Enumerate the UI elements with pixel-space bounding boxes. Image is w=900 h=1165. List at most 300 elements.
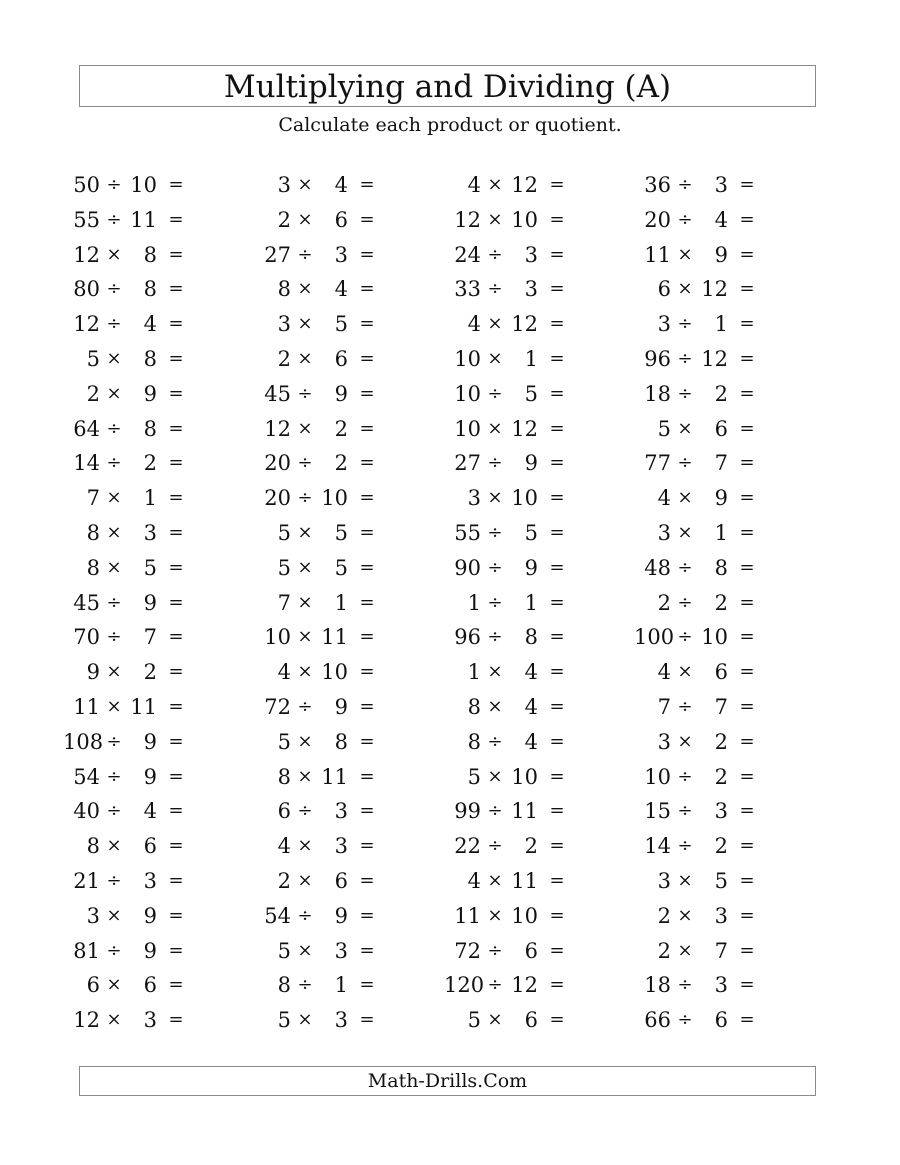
- operand-b: 3: [524, 242, 538, 267]
- operator: ×: [297, 313, 313, 335]
- equals-sign: =: [739, 1009, 755, 1031]
- equals-sign: =: [549, 174, 565, 195]
- operator: ÷: [487, 800, 503, 822]
- operand-a: 10: [454, 381, 481, 406]
- operator: ÷: [106, 174, 122, 195]
- operand-b: 10: [511, 486, 538, 511]
- equals-sign: =: [359, 869, 375, 891]
- problem-row: [254, 342, 444, 377]
- operand-a: 3: [657, 520, 671, 545]
- operator: ×: [106, 974, 122, 996]
- operand-a: 99: [454, 799, 481, 824]
- operand-a: 66: [644, 1008, 671, 1033]
- problem-row: [634, 272, 824, 307]
- problem-row: [63, 238, 253, 273]
- problem-row: [634, 1003, 824, 1038]
- problem-row: [254, 794, 444, 829]
- operator: ÷: [487, 626, 503, 648]
- equals-sign: =: [739, 730, 755, 752]
- operator: ×: [297, 1009, 313, 1031]
- equals-sign: =: [549, 626, 565, 648]
- operator: ×: [677, 869, 693, 891]
- problem-row: [444, 899, 634, 934]
- problem-row: [63, 516, 253, 551]
- operator: ×: [297, 835, 313, 857]
- operator: ×: [487, 695, 503, 717]
- operand-b: 6: [334, 207, 348, 232]
- problem-row: [634, 168, 824, 203]
- problem-row: [63, 342, 253, 377]
- equals-sign: =: [739, 243, 755, 265]
- operand-b: 2: [524, 834, 538, 859]
- operator: ×: [487, 1009, 503, 1031]
- operand-a: 80: [73, 277, 100, 302]
- equals-sign: =: [359, 208, 375, 230]
- operand-b: 3: [714, 903, 728, 928]
- problem-row: [634, 342, 824, 377]
- equals-sign: =: [739, 382, 755, 404]
- operand-a: 70: [73, 625, 100, 650]
- equals-sign: =: [739, 347, 755, 369]
- operand-b: 1: [143, 486, 157, 511]
- problem-row: [634, 725, 824, 760]
- operand-a: 20: [644, 207, 671, 232]
- operator: ×: [487, 208, 503, 230]
- operand-a: 120: [444, 973, 485, 998]
- equals-sign: =: [168, 556, 184, 578]
- problem-row: [634, 238, 824, 273]
- operand-b: 7: [714, 451, 728, 476]
- operator: ×: [677, 661, 693, 683]
- problem-row: [254, 272, 444, 307]
- equals-sign: =: [168, 869, 184, 891]
- problem-row: [444, 934, 634, 969]
- problem-row: [63, 829, 253, 864]
- operator: ×: [487, 765, 503, 787]
- operator: ÷: [677, 591, 693, 613]
- equals-sign: =: [739, 835, 755, 857]
- operator: ÷: [106, 626, 122, 648]
- problem-row: [63, 446, 253, 481]
- problem-row: [63, 307, 253, 342]
- operand-b: 10: [511, 207, 538, 232]
- operand-b: 12: [511, 973, 538, 998]
- operand-b: 9: [334, 381, 348, 406]
- problem-row: [444, 829, 634, 864]
- equals-sign: =: [739, 904, 755, 926]
- equals-sign: =: [739, 800, 755, 822]
- operator: ÷: [677, 174, 693, 195]
- equals-sign: =: [359, 174, 375, 195]
- equals-sign: =: [168, 174, 184, 195]
- operator: ×: [106, 661, 122, 683]
- operand-a: 1: [467, 660, 481, 685]
- operand-a: 20: [264, 486, 291, 511]
- operand-a: 55: [454, 520, 481, 545]
- operator: ÷: [297, 487, 313, 509]
- equals-sign: =: [549, 1009, 565, 1031]
- operator: ÷: [677, 452, 693, 474]
- operand-a: 5: [277, 555, 291, 580]
- operand-a: 11: [644, 242, 671, 267]
- operand-a: 4: [467, 312, 481, 337]
- operator: ×: [106, 521, 122, 543]
- operand-b: 9: [143, 729, 157, 754]
- equals-sign: =: [359, 487, 375, 509]
- problem-row: [63, 725, 253, 760]
- equals-sign: =: [549, 591, 565, 613]
- operator: ÷: [487, 382, 503, 404]
- problem-row: [63, 203, 253, 238]
- operand-a: 2: [277, 868, 291, 893]
- problem-row: [444, 238, 634, 273]
- equals-sign: =: [359, 661, 375, 683]
- operator: ÷: [677, 382, 693, 404]
- operand-b: 10: [321, 660, 348, 685]
- operand-b: 6: [334, 868, 348, 893]
- equals-sign: =: [168, 313, 184, 335]
- operator: ÷: [487, 939, 503, 961]
- operand-a: 20: [264, 451, 291, 476]
- operand-b: 12: [511, 416, 538, 441]
- operator: ÷: [106, 313, 122, 335]
- problem-row: [63, 690, 253, 725]
- operand-a: 5: [86, 346, 100, 371]
- equals-sign: =: [549, 521, 565, 543]
- problem-row: [254, 446, 444, 481]
- operator: ×: [487, 487, 503, 509]
- operand-a: 9: [86, 660, 100, 685]
- operator: ×: [677, 521, 693, 543]
- problem-row: [444, 794, 634, 829]
- operator: ×: [106, 243, 122, 265]
- operand-a: 1: [467, 590, 481, 615]
- operand-a: 8: [86, 555, 100, 580]
- operand-a: 2: [277, 346, 291, 371]
- equals-sign: =: [359, 417, 375, 439]
- operand-b: 7: [714, 938, 728, 963]
- operand-b: 11: [321, 764, 348, 789]
- operator: ÷: [106, 869, 122, 891]
- equals-sign: =: [168, 521, 184, 543]
- operator: ÷: [297, 800, 313, 822]
- equals-sign: =: [359, 626, 375, 648]
- equals-sign: =: [359, 765, 375, 787]
- problem-row: [254, 968, 444, 1003]
- operator: ×: [106, 382, 122, 404]
- operator: ÷: [106, 591, 122, 613]
- operator: ÷: [487, 591, 503, 613]
- operand-a: 12: [454, 207, 481, 232]
- operand-b: 2: [334, 451, 348, 476]
- equals-sign: =: [549, 765, 565, 787]
- equals-sign: =: [168, 347, 184, 369]
- equals-sign: =: [168, 208, 184, 230]
- operand-b: 6: [334, 346, 348, 371]
- operand-a: 14: [644, 834, 671, 859]
- problem-row: [63, 968, 253, 1003]
- operand-b: 2: [714, 381, 728, 406]
- problem-row: [63, 551, 253, 586]
- problem-row: [634, 934, 824, 969]
- operand-a: 27: [264, 242, 291, 267]
- problem-row: [254, 377, 444, 412]
- operand-a: 5: [467, 1008, 481, 1033]
- operator: ×: [297, 278, 313, 300]
- operand-b: 9: [143, 938, 157, 963]
- operand-a: 8: [86, 520, 100, 545]
- operator: ÷: [106, 417, 122, 439]
- operator: ÷: [106, 800, 122, 822]
- operand-b: 4: [524, 660, 538, 685]
- footer-box: [79, 1066, 816, 1096]
- operand-b: 11: [511, 799, 538, 824]
- operand-b: 3: [714, 973, 728, 998]
- operand-b: 4: [524, 694, 538, 719]
- problem-row: [634, 690, 824, 725]
- equals-sign: =: [168, 487, 184, 509]
- operand-b: 5: [334, 520, 348, 545]
- operand-a: 12: [264, 416, 291, 441]
- problem-row: [63, 412, 253, 447]
- problem-row: [444, 342, 634, 377]
- problem-row: [254, 586, 444, 621]
- operand-b: 3: [143, 868, 157, 893]
- operand-a: 2: [277, 207, 291, 232]
- problem-row: [254, 238, 444, 273]
- operand-b: 3: [334, 242, 348, 267]
- operand-a: 3: [657, 868, 671, 893]
- problem-row: [254, 168, 444, 203]
- equals-sign: =: [739, 591, 755, 613]
- problem-row: [254, 551, 444, 586]
- operand-b: 6: [714, 1008, 728, 1033]
- operand-b: 8: [143, 346, 157, 371]
- equals-sign: =: [168, 452, 184, 474]
- operator: ÷: [487, 835, 503, 857]
- operand-a: 45: [73, 590, 100, 615]
- operator: ×: [106, 556, 122, 578]
- operand-a: 55: [73, 207, 100, 232]
- operator: ÷: [677, 1009, 693, 1031]
- operand-b: 6: [524, 938, 538, 963]
- operator: ÷: [487, 556, 503, 578]
- operand-a: 2: [657, 938, 671, 963]
- equals-sign: =: [549, 278, 565, 300]
- operand-a: 4: [277, 834, 291, 859]
- operand-b: 4: [334, 277, 348, 302]
- instructions: Calculate each product or quotient.: [278, 114, 622, 136]
- operand-a: 33: [454, 277, 481, 302]
- problem-row: [444, 412, 634, 447]
- operand-b: 9: [143, 764, 157, 789]
- operand-b: 4: [714, 207, 728, 232]
- operand-b: 2: [714, 729, 728, 754]
- operator: ×: [677, 730, 693, 752]
- equals-sign: =: [168, 765, 184, 787]
- operator: ÷: [297, 243, 313, 265]
- operand-a: 96: [644, 346, 671, 371]
- operand-b: 3: [143, 1008, 157, 1033]
- operand-a: 108: [63, 729, 104, 754]
- operator: ÷: [677, 208, 693, 230]
- operator: ÷: [106, 939, 122, 961]
- operator: ×: [297, 347, 313, 369]
- problem-row: [634, 968, 824, 1003]
- equals-sign: =: [359, 800, 375, 822]
- operator: ×: [297, 730, 313, 752]
- problem-row: [444, 377, 634, 412]
- operand-a: 12: [73, 312, 100, 337]
- operand-a: 50: [73, 173, 100, 197]
- operand-b: 6: [714, 416, 728, 441]
- operand-a: 3: [657, 729, 671, 754]
- problem-row: [444, 203, 634, 238]
- operator: ÷: [487, 730, 503, 752]
- operand-a: 5: [657, 416, 671, 441]
- operator: ÷: [677, 626, 693, 648]
- operand-a: 11: [73, 694, 100, 719]
- problem-row: [634, 516, 824, 551]
- operand-b: 10: [701, 625, 728, 650]
- operand-a: 8: [86, 834, 100, 859]
- operand-a: 36: [644, 173, 671, 197]
- operand-b: 2: [714, 834, 728, 859]
- operator: ×: [297, 765, 313, 787]
- operand-b: 2: [714, 764, 728, 789]
- problem-row: [444, 620, 634, 655]
- operator: ÷: [677, 347, 693, 369]
- equals-sign: =: [168, 1009, 184, 1031]
- problem-row: [254, 412, 444, 447]
- operand-b: 7: [143, 625, 157, 650]
- operand-b: 1: [714, 520, 728, 545]
- equals-sign: =: [168, 695, 184, 717]
- problem-row: [634, 307, 824, 342]
- operand-a: 40: [73, 799, 100, 824]
- operand-b: 1: [334, 590, 348, 615]
- operand-b: 4: [334, 173, 348, 197]
- operand-a: 5: [277, 729, 291, 754]
- equals-sign: =: [359, 452, 375, 474]
- problem-row: [444, 516, 634, 551]
- equals-sign: =: [739, 417, 755, 439]
- operator: ×: [487, 904, 503, 926]
- problem-row: [634, 620, 824, 655]
- equals-sign: =: [168, 974, 184, 996]
- operator: ÷: [297, 904, 313, 926]
- equals-sign: =: [168, 939, 184, 961]
- operand-b: 8: [143, 242, 157, 267]
- operator: ×: [297, 174, 313, 195]
- equals-sign: =: [739, 313, 755, 335]
- problem-row: [444, 586, 634, 621]
- operand-a: 72: [264, 694, 291, 719]
- operand-a: 48: [644, 555, 671, 580]
- operand-a: 96: [454, 625, 481, 650]
- operator: ÷: [297, 695, 313, 717]
- equals-sign: =: [549, 939, 565, 961]
- equals-sign: =: [739, 556, 755, 578]
- operand-b: 3: [143, 520, 157, 545]
- operand-a: 11: [454, 903, 481, 928]
- equals-sign: =: [359, 591, 375, 613]
- problem-row: [444, 307, 634, 342]
- operand-b: 10: [130, 173, 157, 197]
- operand-b: 2: [714, 590, 728, 615]
- equals-sign: =: [359, 313, 375, 335]
- operator: ×: [297, 626, 313, 648]
- problem-row: [444, 864, 634, 899]
- operand-b: 9: [334, 903, 348, 928]
- equals-sign: =: [739, 974, 755, 996]
- problem-row: [63, 1003, 253, 1038]
- equals-sign: =: [549, 243, 565, 265]
- operator: ÷: [677, 695, 693, 717]
- problem-row: [254, 760, 444, 795]
- operator: ×: [297, 661, 313, 683]
- operand-a: 2: [86, 381, 100, 406]
- operator: ×: [487, 313, 503, 335]
- operand-b: 8: [524, 625, 538, 650]
- operand-a: 4: [277, 660, 291, 685]
- operator: ÷: [487, 974, 503, 996]
- equals-sign: =: [168, 278, 184, 300]
- operand-a: 10: [454, 346, 481, 371]
- operand-b: 8: [334, 729, 348, 754]
- operator: ÷: [106, 730, 122, 752]
- operand-a: 72: [454, 938, 481, 963]
- equals-sign: =: [168, 382, 184, 404]
- operand-b: 5: [524, 520, 538, 545]
- problem-row: [634, 377, 824, 412]
- equals-sign: =: [549, 730, 565, 752]
- problem-row: [634, 551, 824, 586]
- equals-sign: =: [359, 974, 375, 996]
- problem-row: [254, 1003, 444, 1038]
- equals-sign: =: [359, 939, 375, 961]
- equals-sign: =: [739, 661, 755, 683]
- operand-b: 2: [143, 660, 157, 685]
- operand-b: 3: [524, 277, 538, 302]
- equals-sign: =: [549, 695, 565, 717]
- operator: ÷: [677, 974, 693, 996]
- problem-row: [444, 760, 634, 795]
- problem-row: [254, 481, 444, 516]
- operator: ×: [487, 417, 503, 439]
- operator: ×: [297, 869, 313, 891]
- equals-sign: =: [739, 765, 755, 787]
- operand-a: 8: [277, 277, 291, 302]
- operand-b: 11: [321, 625, 348, 650]
- problem-row: [254, 829, 444, 864]
- operator: ×: [297, 521, 313, 543]
- operator: ÷: [487, 521, 503, 543]
- problem-row: [634, 412, 824, 447]
- operand-a: 3: [277, 173, 291, 197]
- problem-row: [634, 760, 824, 795]
- problem-row: [63, 168, 253, 203]
- equals-sign: =: [549, 382, 565, 404]
- problem-row: [444, 272, 634, 307]
- operator: ×: [677, 417, 693, 439]
- operand-b: 10: [511, 764, 538, 789]
- operand-b: 3: [714, 799, 728, 824]
- operand-b: 4: [143, 312, 157, 337]
- operand-b: 6: [143, 973, 157, 998]
- operator: ×: [487, 347, 503, 369]
- problem-row: [444, 690, 634, 725]
